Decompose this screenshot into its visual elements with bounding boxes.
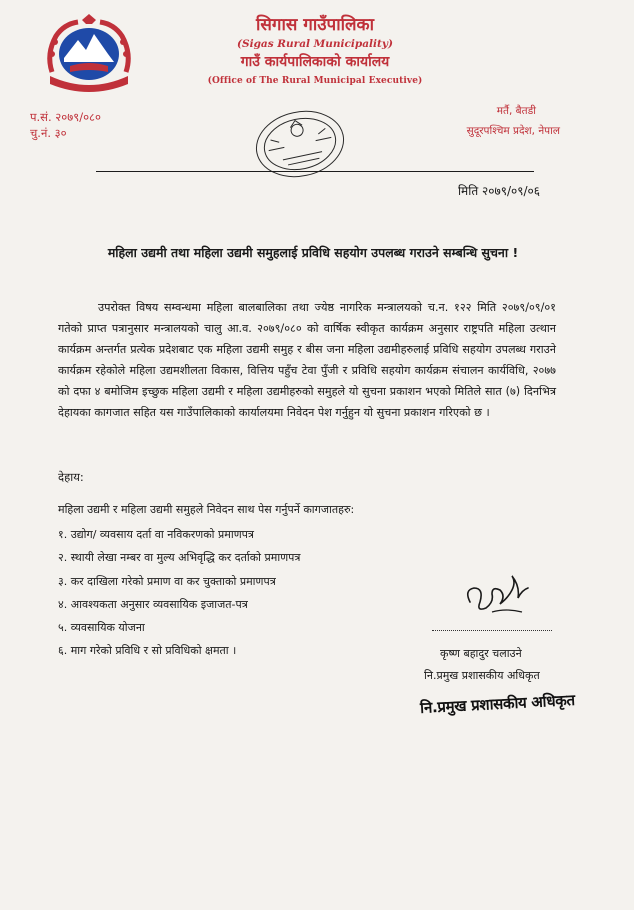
documents-list: [58, 523, 300, 663]
documents-intro: महिला उद्यमी र महिला उद्यमी समुहले निवेदन साथ पेस गर्नुपर्ने कागजातहरु:: [58, 503, 355, 516]
reference-number: प.सं. २०७९/०८०: [30, 110, 102, 124]
dispatch-number: चु.नं. ३०: [30, 126, 67, 140]
signatory-designation: नि.प्रमुख प्रशासकीय अधिकृत: [424, 669, 540, 682]
letter-subject: महिला उद्यमी तथा महिला उद्यमी समुहलाई प्रविधि सहयोग उपलब्ध गराउने सम्बन्धि सुचना !: [107, 245, 519, 260]
office-name-en: (Office of The Rural Municipal Executive): [207, 76, 423, 86]
letter-date: मिति २०७९/०९/०६: [457, 184, 540, 198]
list-item: ४. आवश्यकता अनुसार व्यवसायिक इजाजत-पत्र: [58, 597, 248, 611]
header-divider: [96, 171, 534, 172]
signature-line: [432, 630, 552, 631]
org-name-np: सिगास गाउँपालिका: [255, 15, 375, 35]
list-item: १. उद्योग/ व्यवसाय दर्ता वा नविकरणको प्रमाणपत्र: [58, 528, 254, 541]
org-name-en: (Sigas Rural Municipality): [237, 38, 393, 50]
address-line-2: सुदूरपश्चिम प्रदेश, नेपाल: [466, 125, 560, 137]
list-item: ३. कर दाखिला गरेको प्रमाण वा कर चुक्ताको प्रमाणपत्र: [58, 574, 276, 588]
nepal-emblem-icon: [42, 14, 136, 96]
list-item: ५. व्यवसायिक योजना: [58, 621, 145, 635]
signatory-name: कृष्ण बहादुर चलाउने: [440, 647, 522, 660]
letter-body: उपरोक्त विषय सम्वन्धमा महिला बालबालिका तथा ज्येष्ठ नागरिक मन्त्रालयको च.न. १२२ मिति २०७९/०९/०१ गतेको प्राप्त पत्रानुसार मन्त्रालयको चालु आ.व. २०७९/०८० को वार्षिक स्वीकृत कार्यक्रम अनुसार राष्ट्रपति महिला उत्थान कार्यक्रम अन्तर्गत प्रत्येक प्रदेशबाट एक महिला उद्यमी समुह र बीस जना महिला उद्यमीहरुलाई प्रविधि सहयोग उपलब्ध गराउने कार्यक्रम रहेकोले महिला उद्यमशीलता विकास, वित्तिय पहुँच टेवा पुँजी र प्रविधि सहयोग कार्यक्रम संचालन कार्यविधि, २०७७ को दफा ४ बमोजिम इच्छुक महिला उद्यमी र महिला उद्यमीहरुको समुहले यो सुचना प्रकाशन भएको मितिले सात (७) दिनभित्र देहायका कागजात सहित यस गाउँपालिकाको कार्यालयमा निवेदन पेश गर्नुहुन यो सुचना प्रकाशन गरिएको छ ।: [58, 301, 556, 419]
handwritten-signature: [462, 568, 534, 620]
list-item: ६. माग गरेको प्रविधि र सो प्रविधिको क्षमता ।: [58, 644, 237, 658]
dehay-label: देहाय:: [58, 470, 84, 484]
office-name-np: गाउँ कार्यपालिकाको कार्यालय: [240, 54, 390, 70]
address-line-1: मर्तै, बैतडी: [496, 105, 536, 117]
designation-stamp: नि.प्रमुख प्रशासकीय अधिकृत: [419, 690, 576, 718]
list-item: २. स्थायी लेखा नम्बर वा मुल्य अभिवृद्धि कर दर्ताको प्रमाणपत्र: [58, 551, 301, 565]
